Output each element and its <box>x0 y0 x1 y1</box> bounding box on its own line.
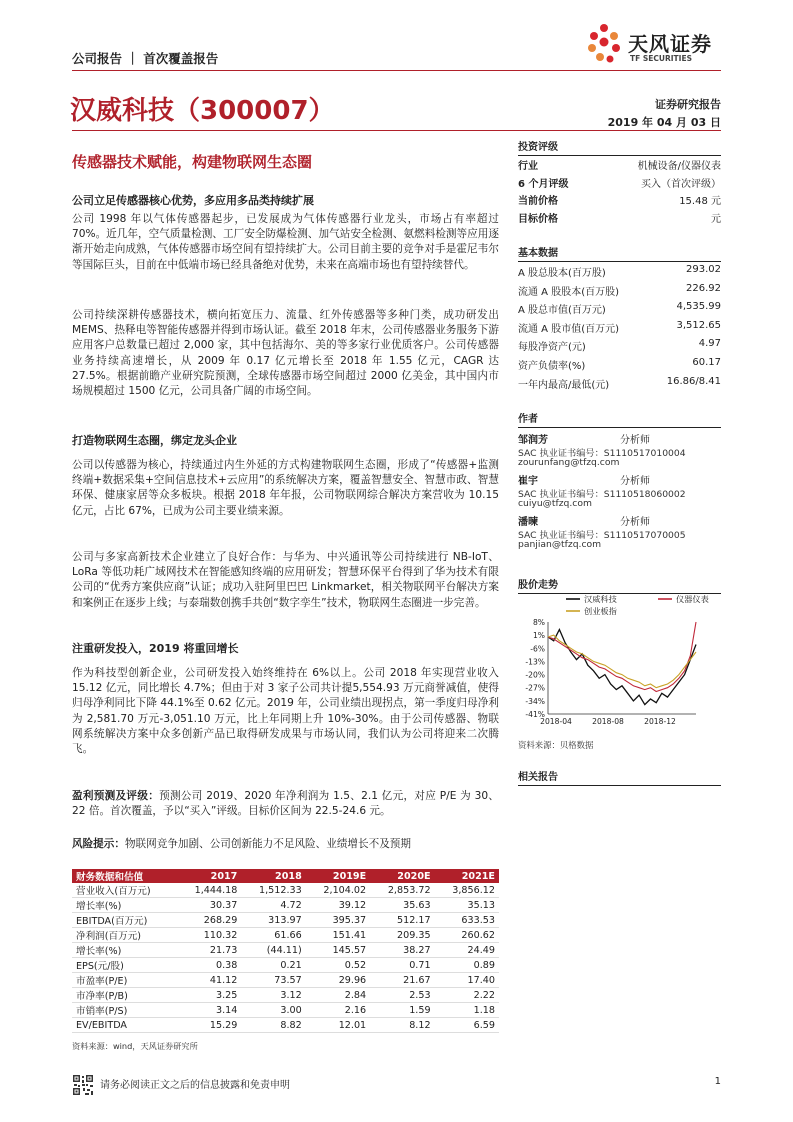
forecast-text: 预测公司 2019、2020 年净利润为 1.5、2.1 亿元，对应 P/E 为 30、22 倍。首次覆盖，予以“买入”评级。目标价区间为 22.5-24.6 元。 <box>72 790 499 818</box>
chart-source: 资料来源：贝格数据 <box>518 740 594 750</box>
series-line-1 <box>548 622 696 692</box>
price-chart <box>518 594 721 730</box>
financials-cell: 633.53 <box>435 913 499 928</box>
title-rule <box>72 130 721 131</box>
rating-value: 机械设备/仪器仪表 <box>637 161 721 172</box>
financials-cell: 41.12 <box>177 973 241 988</box>
financials-row <box>72 928 499 943</box>
financials-cell: 30.37 <box>177 898 241 913</box>
x-tick-label: 2018-08 <box>592 717 624 726</box>
financials-cell: 2.53 <box>370 988 434 1003</box>
financials-row <box>72 988 499 1003</box>
section-heading-2: 打造物联网生态圈，绑定龙头企业 <box>72 434 237 447</box>
financials-cell: 市销率(P/S) <box>72 1003 177 1018</box>
series-line-0 <box>548 630 696 705</box>
financials-cell: 260.62 <box>435 928 499 943</box>
financials-cell: 1.59 <box>370 1003 434 1018</box>
financials-row <box>72 943 499 958</box>
basic-data-value: 4,535.99 <box>676 301 721 313</box>
basic-data-row <box>518 376 721 391</box>
financials-cell: 2,104.02 <box>306 883 370 898</box>
legend-label: 创业板指 <box>584 606 617 616</box>
x-tick-label: 2018-04 <box>540 717 572 726</box>
footer-disclaimer: 请务必阅读正文之后的信息披露和免责申明 <box>100 1080 290 1091</box>
financials-cell: 35.63 <box>370 898 434 913</box>
basic-data-key: 流通 A 股股本(百万股) <box>518 286 620 298</box>
financials-header-cell: 2018 <box>241 869 305 883</box>
author-role: 分析师 <box>620 435 650 446</box>
financials-header-cell: 财务数据和估值 <box>72 869 177 883</box>
basic-data-value: 16.86/8.41 <box>666 375 721 387</box>
basic-data-key: A 股总股本(百万股) <box>518 268 606 279</box>
financials-cell: 3.14 <box>177 1003 241 1018</box>
basic-data-key: 资产负债率(%) <box>518 361 586 372</box>
report-date: 2019 年 04 月 03 日 <box>607 116 721 129</box>
y-tick-label: -20% <box>525 670 545 680</box>
author-name: 邹润芳 <box>518 435 548 446</box>
basic-data-value: 293.02 <box>686 264 721 275</box>
related-title: 相关报告 <box>518 768 721 786</box>
rating-value: 元 <box>711 213 721 225</box>
financials-cell: 2.22 <box>435 988 499 1003</box>
financials-source: 资料来源：wind，天风证券研究所 <box>72 1041 198 1051</box>
financials-cell: 3.12 <box>241 988 305 1003</box>
financials-cell: EPS(元/股) <box>72 958 177 973</box>
author-email: panjian@tfzq.com <box>518 539 602 550</box>
financials-row <box>72 913 499 928</box>
author-role: 分析师 <box>620 476 650 487</box>
author-cert: SAC 执业证书编号：S1110518060002 <box>518 489 686 500</box>
header-rule <box>72 70 721 71</box>
financials-cell: 0.89 <box>435 958 499 973</box>
author-email: cuiyu@tfzq.com <box>518 498 592 509</box>
financials-row <box>72 898 499 913</box>
financials-cell: 净利润(百万元) <box>72 928 177 943</box>
report-type: 公司报告 ｜ 首次覆盖报告 <box>72 51 219 66</box>
financials-header-cell: 2020E <box>370 869 434 883</box>
financials-cell: 73.57 <box>241 973 305 988</box>
financials-cell: 0.21 <box>241 958 305 973</box>
y-tick-label: -6% <box>530 644 545 654</box>
logo-cn: 天风证券 <box>628 32 712 56</box>
basic-data-value: 226.92 <box>686 282 721 294</box>
rating-key: 当前价格 <box>518 196 558 207</box>
author-email: zourunfang@tfzq.com <box>518 457 620 468</box>
financials-cell: 3.00 <box>241 1003 305 1018</box>
author-name: 崔宇 <box>518 476 538 487</box>
financials-cell: 38.27 <box>370 943 434 958</box>
y-tick-label: -41% <box>525 710 545 719</box>
page-number: 1 <box>714 1076 721 1087</box>
section-heading-1: 公司立足传感器核心优势，多应用多品类持续扩展 <box>72 194 314 207</box>
financials-row <box>72 958 499 973</box>
headline: 传感器技术赋能，构建物联网生态圈 <box>72 153 313 171</box>
rating-row <box>518 175 721 190</box>
basic-data-key: 流通 A 股市值(百万元) <box>518 323 620 335</box>
basic-data-value: 4.97 <box>698 338 721 350</box>
section-2-para-2: 公司与多家高新技术企业建立了良好合作：与华为、中兴通讯等公司持续进行 NB-IoT、LoRa 等低功耗广域网技术在智能感知终端的应用研发；智慧环保平台得到了华为技术有限公司的“优秀方案供应商”认证；成功入驻阿里巴巴 Linkmarket，相关物联网平台解决方案和案例正在逐步上线；与泰瑞数创携手共创“数字孪生”技术，物联网生态圈进一步完善。 <box>72 551 499 609</box>
y-tick-label: -27% <box>525 683 545 693</box>
financials-cell: EBITDA(百万元) <box>72 913 177 928</box>
financials-row <box>72 1003 499 1018</box>
section-1-para-2: 公司持续深耕传感器技术，横向拓宽压力、流量、红外传感器等多种门类，成功研发出 MEMS、热释电等智能传感器并得到市场认证。截至 2018 年末，公司传感器业务服务下游应用客户总数量已超过 2,000 家，其中包括海尔、美的等多家行业优质客户。公司传感器业务持续高速增长，从 2009 年 0.17 亿元增长至 2018 年 1.55 亿元，CAGR 达 27.5%。根据前瞻产业研究院预测，全球传感器市场空间超过 2000 亿美金，其中国内市场规模超过 1500 亿元，公司具备广阔的市场空间。 <box>72 309 499 398</box>
y-tick-label: 1% <box>532 631 545 641</box>
financials-cell: (44.11) <box>241 943 305 958</box>
financials-cell: 营业收入(百万元) <box>72 883 177 898</box>
rating-value: 买入（首次评级） <box>641 178 721 190</box>
tf-logo <box>586 22 726 68</box>
company-title: 汉威科技（300007） <box>70 96 335 126</box>
logo-en: TF SECURITIES <box>630 54 692 63</box>
basic-data-title: 基本数据 <box>518 244 721 262</box>
financials-cell: 39.12 <box>306 898 370 913</box>
financials-cell: 12.01 <box>306 1018 370 1033</box>
y-tick-label: -13% <box>525 657 545 667</box>
financials-row <box>72 883 499 898</box>
x-tick-label: 2018-12 <box>644 717 676 726</box>
forecast-label: 盈利预测及评级： <box>72 790 160 802</box>
financials-row <box>72 973 499 988</box>
financials-cell: 21.73 <box>177 943 241 958</box>
basic-data-value: 3,512.65 <box>676 319 721 331</box>
financials-cell: 61.66 <box>241 928 305 943</box>
rating-row <box>518 210 721 225</box>
financials-cell: 209.35 <box>370 928 434 943</box>
legend-label: 汉威科技 <box>584 594 617 604</box>
financials-cell: 0.38 <box>177 958 241 973</box>
financials-cell: 2,853.72 <box>370 883 434 898</box>
basic-data-key: 每股净资产(元) <box>518 342 586 354</box>
section-1-para-1: 公司 1998 年以气体传感器起步，已发展成为气体传感器行业龙头，市场占有率超过 70%。近几年，空气质量检测、工厂安全防爆检测、加气站安全检测、氨燃料检测等应用逐渐开始走向成熟，气体传感器市场空间有望持续扩大。公司目前主要的竞争对手是霍尼韦尔等国际巨头，目前在中低端市场已经具备绝对优势，未来在高端市场也有望持续替代。 <box>72 213 499 271</box>
section-heading-3: 注重研发投入，2019 将重回增长 <box>72 642 239 655</box>
financials-cell: 2.84 <box>306 988 370 1003</box>
author-cert: SAC 执业证书编号：S1110517070005 <box>518 530 686 541</box>
basic-data-row <box>518 264 721 279</box>
financials-cell: 145.57 <box>306 943 370 958</box>
series-line-2 <box>548 635 696 688</box>
financials-cell: 3,856.12 <box>435 883 499 898</box>
risk-label: 风险提示： <box>72 838 125 850</box>
financials-header-cell: 2021E <box>435 869 499 883</box>
financials-cell: 313.97 <box>241 913 305 928</box>
financials-cell: 0.52 <box>306 958 370 973</box>
financials-cell: 395.37 <box>306 913 370 928</box>
financials-cell: 15.29 <box>177 1018 241 1033</box>
basic-data-row <box>518 357 721 372</box>
basic-data-row <box>518 320 721 335</box>
basic-data-value: 60.17 <box>692 357 721 368</box>
rating-key: 行业 <box>518 161 538 172</box>
financials-cell: 市净率(P/B) <box>72 988 177 1003</box>
rating-key: 目标价格 <box>518 213 558 225</box>
rating-title: 投资评级 <box>518 138 721 156</box>
risk-paragraph <box>72 837 499 852</box>
financials-header-cell: 2017 <box>177 869 241 883</box>
financials-row <box>72 1018 499 1033</box>
section-3-para-1: 作为科技型创新企业，公司研发投入始终维持在 6%以上。公司 2018 年实现营业收入 15.12 亿元，同比增长 4.7%；但由于对 3 家子公司共计提5,554.93 万元商誉减值，使得归母净利同比下降 44.1%至 0.62 亿元。2019 年，公司业绩出现拐点，第一季度归母净利为 2,581.70 万元-3,051.10 万元，比上年同期上升 10%-30%。由于公司传感器、物联网系统解决方案中众多创新产品已取得研发成果与市场认同，我们认为公司将迎来二次腾飞。 <box>72 667 499 756</box>
author-title: 作者 <box>518 410 721 428</box>
financials-cell: 21.67 <box>370 973 434 988</box>
rating-key: 6 个月评级 <box>518 178 569 190</box>
forecast-paragraph <box>72 789 499 819</box>
financials-cell: 24.49 <box>435 943 499 958</box>
basic-data-row <box>518 283 721 298</box>
legend-label: 仪器仪表 <box>676 594 709 604</box>
author-role: 分析师 <box>620 517 650 528</box>
financials-cell: EV/EBITDA <box>72 1018 177 1033</box>
financials-cell: 增长率(%) <box>72 898 177 913</box>
financials-cell: 8.12 <box>370 1018 434 1033</box>
financials-cell: 268.29 <box>177 913 241 928</box>
basic-data-key: A 股总市值(百万元) <box>518 305 606 317</box>
financials-cell: 110.32 <box>177 928 241 943</box>
financials-cell: 512.17 <box>370 913 434 928</box>
risk-text: 物联网竞争加剧、公司创新能力不足风险、业绩增长不及预期 <box>124 838 411 850</box>
financials-cell: 4.72 <box>241 898 305 913</box>
author-cert: SAC 执业证书编号：S1110517010004 <box>518 448 686 459</box>
financials-header-cell: 2019E <box>306 869 370 883</box>
financials-cell: 1.18 <box>435 1003 499 1018</box>
author-name: 潘暕 <box>518 517 538 528</box>
financials-cell: 1,444.18 <box>177 883 241 898</box>
financials-cell: 151.41 <box>306 928 370 943</box>
basic-data-key: 一年内最高/最低(元) <box>518 379 610 391</box>
rating-row <box>518 192 721 207</box>
section-2-para-1: 公司以传感器为核心，持续通过内生外延的方式构建物联网生态圈，形成了“传感器+监测终端+数据采集+空间信息技术+云应用”的系统解决方案，覆盖智慧安全、智慧市政、智慧环保、健康家居等众多板块。根据 2018 年年报，公司物联网综合解决方案营收为 10.15 亿元，占比 67%，已成为公司主要业绩来源。 <box>72 459 499 517</box>
financials-cell: 6.59 <box>435 1018 499 1033</box>
rating-value: 15.48 元 <box>679 196 721 207</box>
financials-cell: 35.13 <box>435 898 499 913</box>
y-tick-label: -34% <box>525 696 545 706</box>
tf-logo-icon <box>586 22 622 66</box>
chart-title: 股价走势 <box>518 576 721 594</box>
financials-cell: 增长率(%) <box>72 943 177 958</box>
financials-cell: 市盈率(P/E) <box>72 973 177 988</box>
financials-cell: 2.16 <box>306 1003 370 1018</box>
y-tick-label: 8% <box>532 618 545 627</box>
rating-row <box>518 157 721 172</box>
doc-type: 证券研究报告 <box>655 98 721 111</box>
basic-data-row <box>518 338 721 353</box>
financials-cell: 3.25 <box>177 988 241 1003</box>
financials-cell: 0.71 <box>370 958 434 973</box>
financials-cell: 1,512.33 <box>241 883 305 898</box>
qr-code <box>72 1074 94 1096</box>
financials-cell: 8.82 <box>241 1018 305 1033</box>
basic-data-row <box>518 301 721 316</box>
financials-header-row <box>72 869 499 883</box>
financials-cell: 17.40 <box>435 973 499 988</box>
financials-table <box>72 869 499 1033</box>
financials-cell: 29.96 <box>306 973 370 988</box>
qr-code-icon <box>72 1074 94 1096</box>
